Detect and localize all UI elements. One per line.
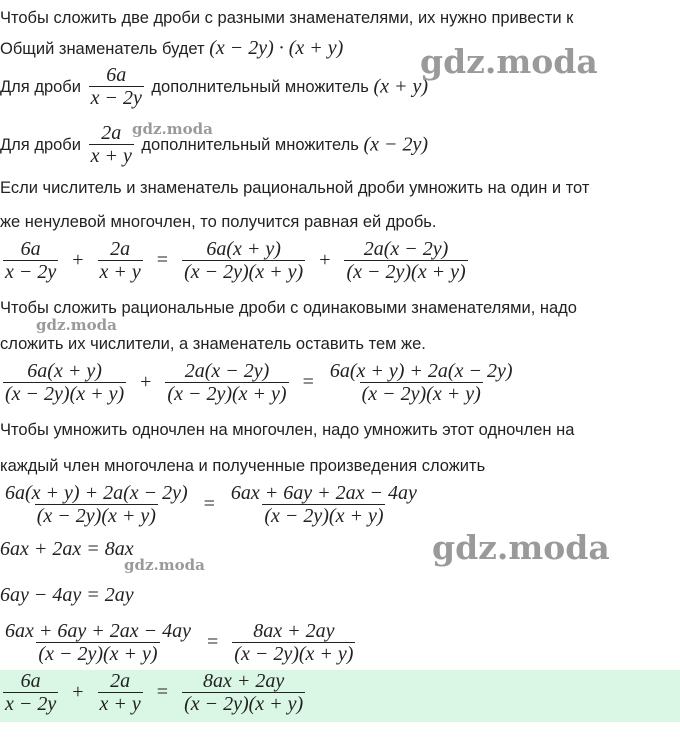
text-line-9: Чтобы умножить одночлен на многочлен, надо умножить этот одночлен на	[0, 421, 575, 439]
simplify-ax: 6ax + 2ax = 8ax	[0, 538, 134, 560]
fraction-6a: $\frac{6a}{x - 2y}$	[90, 64, 142, 109]
watermark-logo: gdz.moda	[432, 528, 610, 567]
final-answer: $\frac{6a}{x - 2y}$ + $\frac{2a}{x + y}$ = $\frac{8ax + 2ay}{(x - 2y)(x + y)}$	[5, 670, 304, 715]
text-line-10: каждый член многочлена и полученные произведения сложить	[0, 457, 486, 475]
watermark-logo: gdz.moda	[124, 556, 205, 574]
equation-3: $\frac{6a(x + y) + 2a(x - 2y)}{(x - 2y)(x + y)}$ = $\frac{6ax + 6ay + 2ax - 4ay}{(x - 2y)(x + y)}$	[5, 482, 417, 527]
common-denominator-expr: (x − 2y) · (x + y)	[209, 37, 344, 59]
multiplier-1: (x + y)	[373, 75, 429, 98]
text-line-8: сложить их числители, а знаменатель оставить тем же.	[0, 335, 426, 353]
text-line-7: Чтобы сложить рациональные дроби с одинаковыми знаменателями, надо	[0, 299, 577, 317]
text-line-1: Чтобы сложить две дроби с разными знаменателями, их нужно привести к	[0, 9, 574, 27]
equation-2: $\frac{6a(x + y)}{(x - 2y)(x + y)}$ + $\frac{2a(x - 2y)}{(x - 2y)(x + y)}$ = $\frac{6a(x + y) + 2a(x - 2y)}{(x - 2y)(x + y)}$	[5, 360, 513, 405]
watermark-logo: gdz.moda	[420, 42, 598, 81]
equation-1: $\frac{6a}{x - 2y}$ + $\frac{2a}{x + y}$ = $\frac{6a(x + y)}{(x - 2y)(x + y)}$ + $\frac{2a(x - 2y)}{(x - 2y)(x + y)}$	[5, 238, 466, 283]
watermark-logo: gdz.moda	[132, 120, 213, 138]
multiplier-2: (x − 2y)	[363, 133, 429, 156]
fraction-2a: $\frac{2a}{x + y}$	[90, 122, 132, 167]
text-line-4: Для дроби $\frac{2a}{x + y}$ дополнительный множитель (x − 2y)	[0, 122, 429, 167]
text-line-3: Для дроби $\frac{6a}{x - 2y}$ дополнительный множитель (x + y)	[0, 64, 429, 109]
text-line-2	[0, 38, 343, 59]
watermark-logo: gdz.moda	[36, 316, 117, 334]
text-line-5: Если числитель и знаменатель рациональной дроби умножить на один и тот	[0, 179, 590, 197]
simplify-ay: 6ay − 4ay = 2ay	[0, 584, 134, 606]
text-line-6: же ненулевой многочлен, то получится равная ей дробь.	[0, 213, 437, 231]
common-denominator-label: Общий знаменатель будет	[0, 40, 205, 58]
equation-4: $\frac{6ax + 6ay + 2ax - 4ay}{(x - 2y)(x + y)}$ = $\frac{8ax + 2ay}{(x - 2y)(x + y)}$	[5, 620, 354, 665]
